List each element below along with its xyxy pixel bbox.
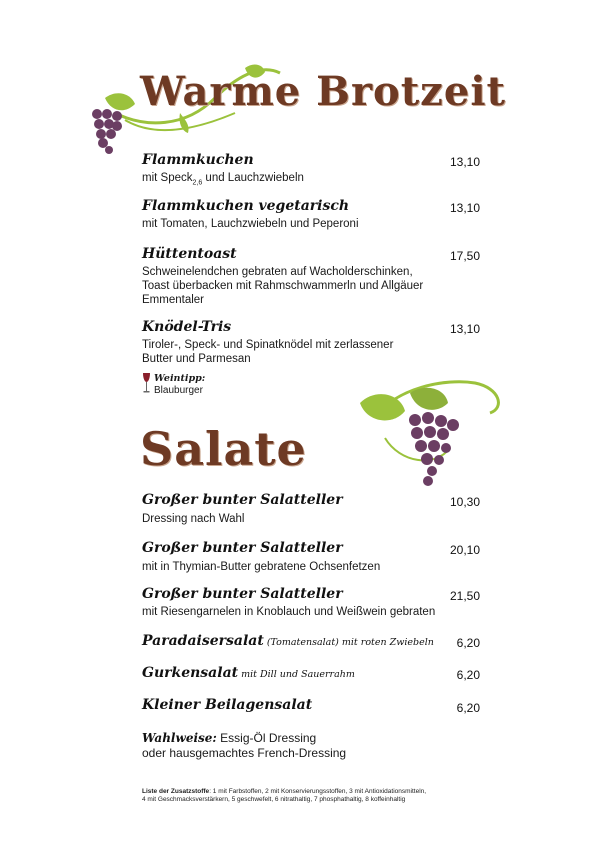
item-price: 13,10 [449,155,480,169]
item-name: Großer bunter Salatteller [142,492,343,508]
item-name: Gurkensalat mit Dill und Sauerrahm [142,665,355,681]
item-price: 6,20 [456,636,480,650]
item-name: Hüttentoast [142,246,237,262]
grape-vine-decoration-icon [355,368,510,488]
section-title-warme-brotzeit: Warme Brotzeit [140,68,507,115]
item-price: 6,20 [456,701,480,715]
item-price: 10,30 [449,495,480,509]
additives-note: Liste der Zusatzstoffe: 1 mit Farbstoffen, 2 mit Konservierungsstoffen, 3 mit Antioxidationsmitteln, 4 mit Geschmacksverstärkern, 5 geschwefelt, 6 nitrathaltig, 7 phosphathaltig, 8 koffeinhaltig [142,788,427,803]
item-description: Schweinelendchen gebraten auf Wacholderschinken, Toast überbacken mit Rahmschwammerln und Allgäuer Emmentaler [142,266,424,306]
item-name: Knödel-Tris [142,319,232,335]
item-price: 6,20 [456,668,480,682]
item-price: 13,10 [449,201,480,215]
item-price: 17,50 [449,249,480,263]
wine-tip-label: Weintipp: [154,373,206,384]
dressing-choice: Wahlweise: Essig-Öl Dressing oder hausgemachtes French-Dressing [142,731,347,760]
section-title-salate: Salate [140,422,307,476]
item-price: 21,50 [449,589,480,603]
item-description: mit Riesengarnelen in Knoblauch und Weißwein gebraten [142,606,436,618]
item-name: Großer bunter Salatteller [142,586,343,602]
item-price: 20,10 [449,543,480,557]
wine-tip-value: Blauburger [154,385,203,396]
item-name: Großer bunter Salatteller [142,540,343,556]
item-name: Flammkuchen vegetarisch [142,198,350,214]
item-name: Flammkuchen [142,152,254,168]
item-description: mit Speck$_{2,6}$ und Lauchzwiebeln [142,172,304,187]
item-name: Kleiner Beilagensalat [142,697,313,713]
wine-glass-icon [142,372,151,394]
item-description: mit Tomaten, Lauchzwiebeln und Peperoni [142,218,359,230]
item-description: mit in Thymian-Butter gebratene Ochsenfetzen [142,561,381,573]
item-name: Paradaisersalat (Tomatensalat) mit roten Zwiebeln [142,633,434,649]
item-description: Tiroler-, Speck- und Spinatknödel mit zerlassener Butter und Parmesan [142,339,394,365]
item-price: 13,10 [449,322,480,336]
item-description: Dressing nach Wahl [142,513,245,525]
